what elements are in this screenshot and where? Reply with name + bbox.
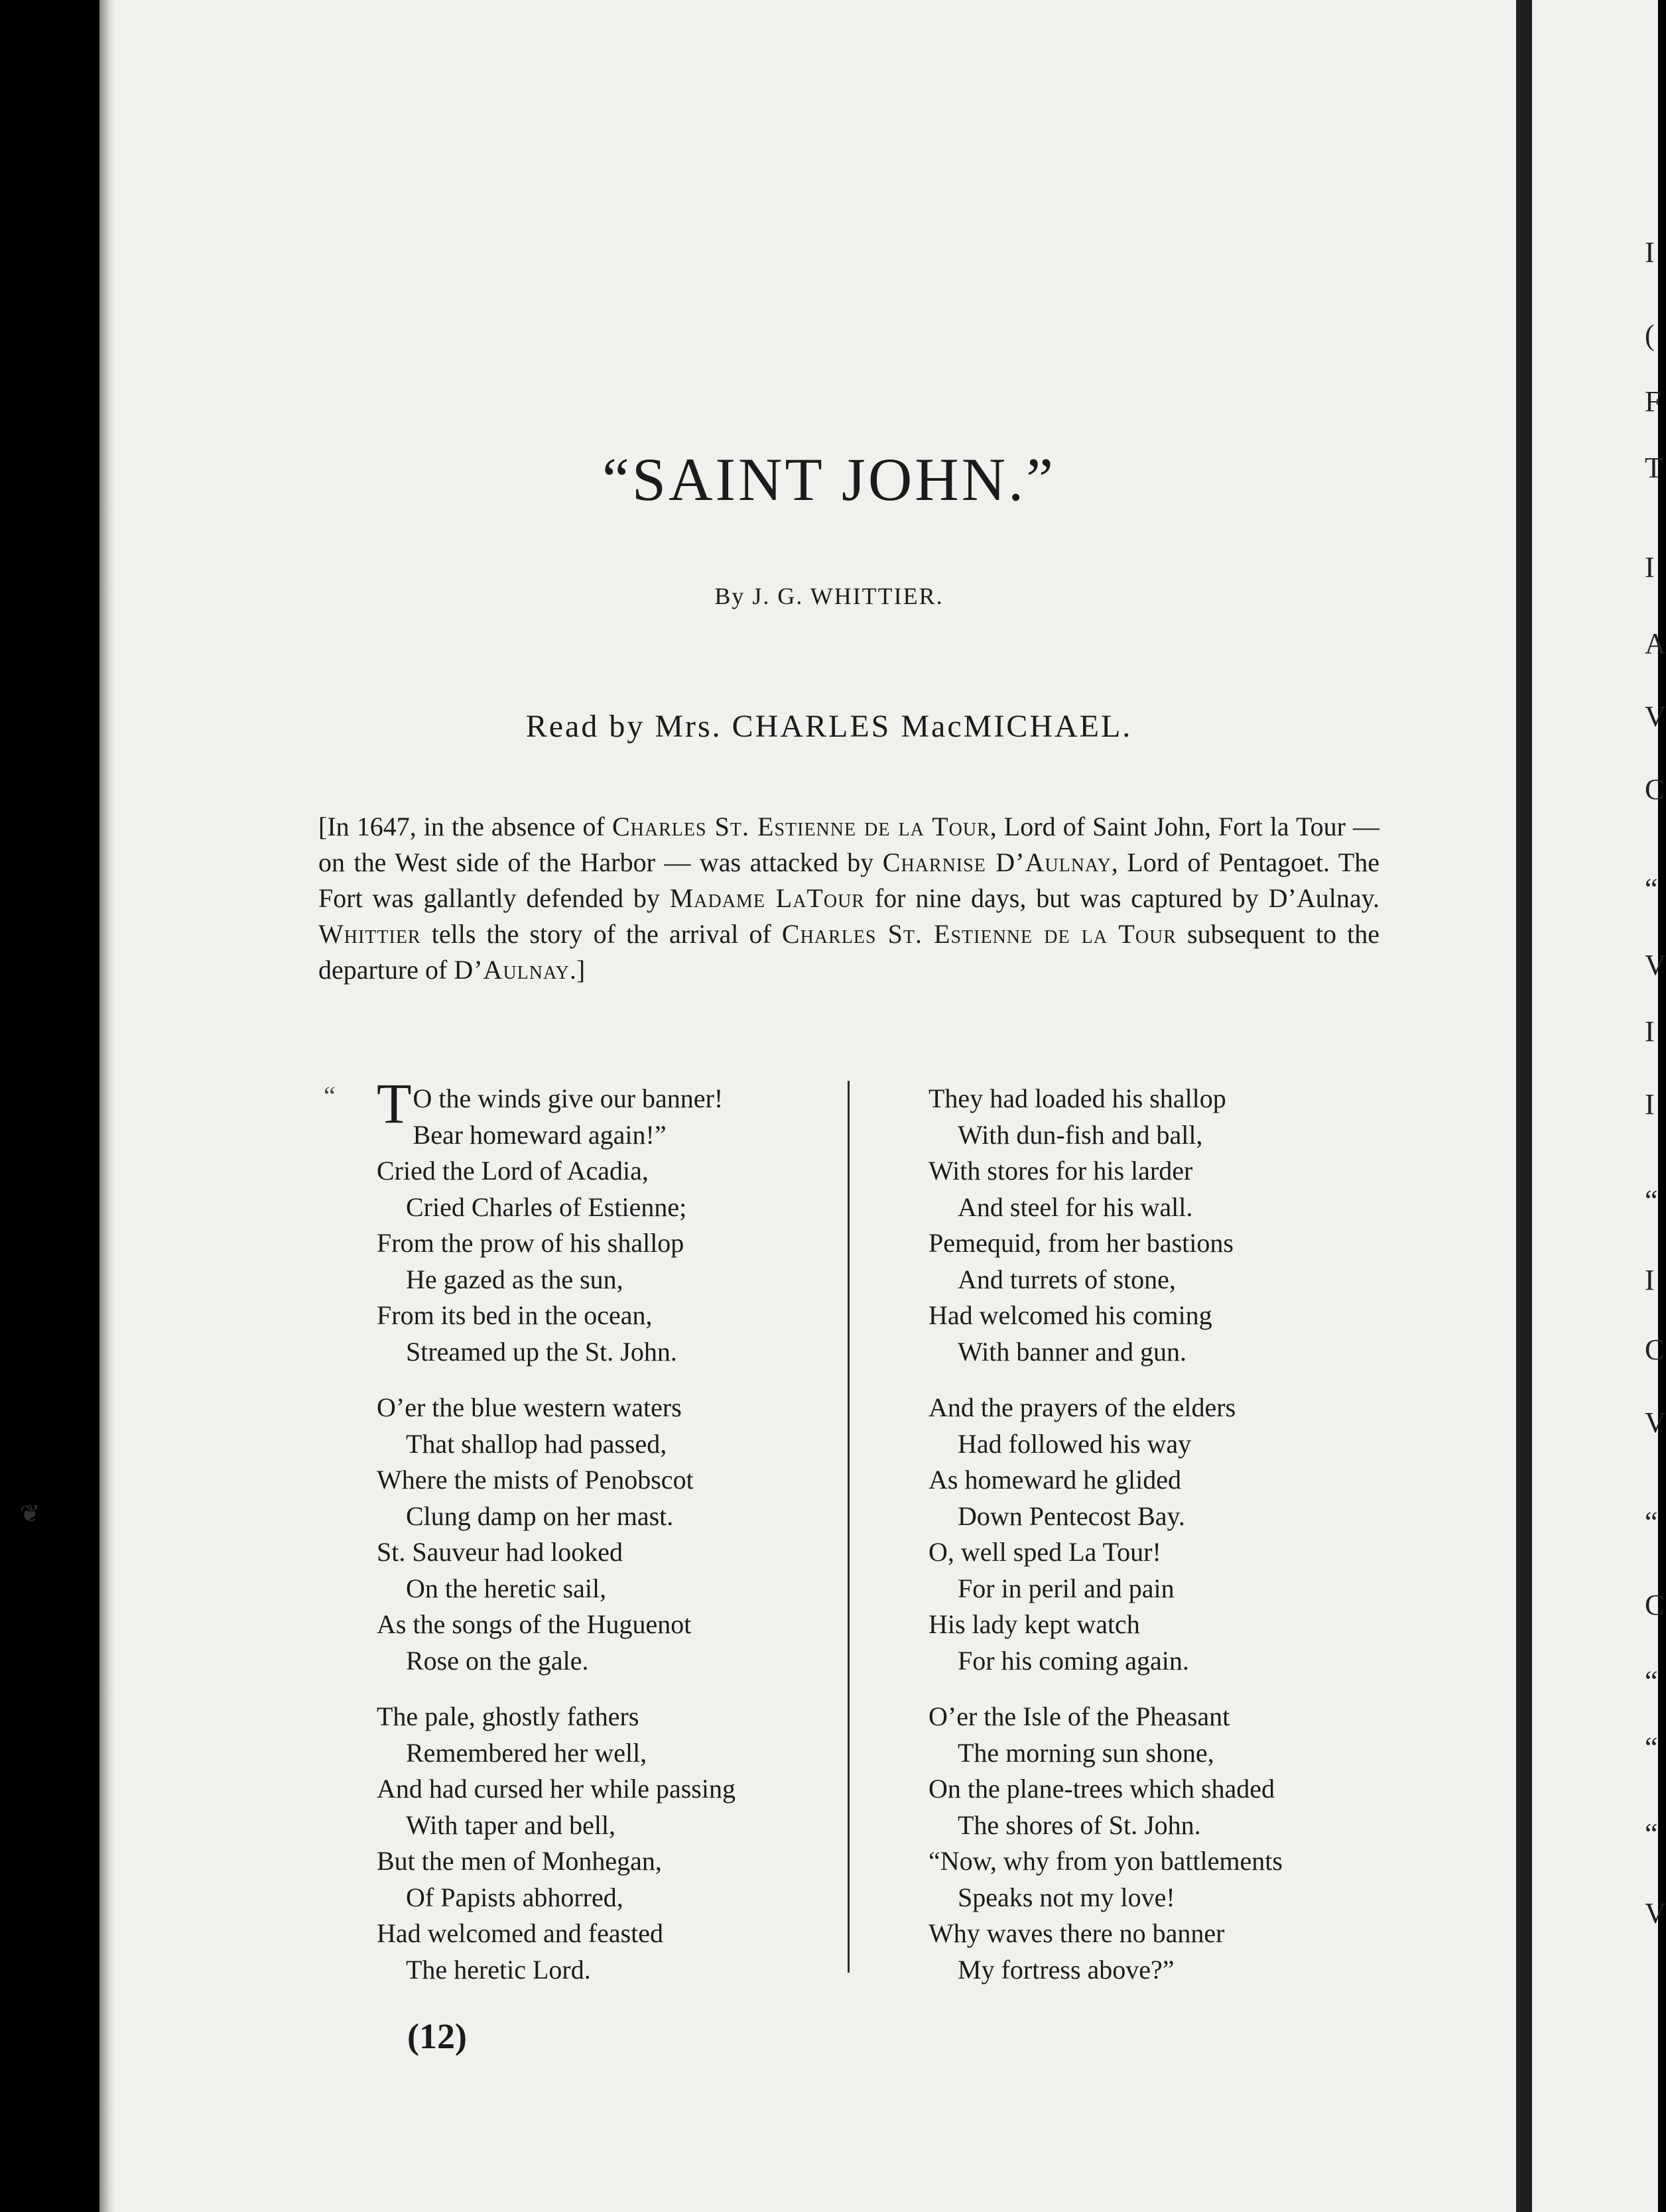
adjacent-page-glyph: A [1645,627,1666,660]
poem-line: From its bed in the ocean, [377,1300,653,1330]
poem-line: Streamed up the St. John. [406,1336,677,1367]
adjacent-page-glyph: “ [1645,1184,1658,1217]
intro-name: Whittier [318,919,421,949]
poem-line: O’er the blue western waters [377,1392,682,1422]
adjacent-page-glyph: “ [1645,1665,1658,1697]
adjacent-page-glyph: I [1645,1088,1655,1121]
poem-line: O’er the Isle of the Pheasant [929,1701,1230,1731]
intro-text: [In 1647, in the absence of [318,812,612,841]
poem-line: That shallop had passed, [406,1428,667,1459]
poem-line: As the songs of the Huguenot [377,1609,692,1639]
drop-cap: T [377,1072,412,1135]
poem-line: On the heretic sail, [406,1573,607,1603]
adjacent-page-glyph: I [1645,1015,1655,1048]
poem-line: As homeward he glided [929,1465,1182,1495]
ink-speck: ❦ [20,1501,40,1527]
poem-line: Speaks not my love! [958,1882,1175,1912]
stanza [377,1699,828,1988]
reader-credit: Read by Mrs. CHARLES MacMICHAEL. [525,709,1133,744]
adjacent-page-glyph: “ [1645,1731,1658,1764]
poem-line: Cried Charles of Estienne; [406,1192,687,1222]
poem-line: From the prow of his shallop [377,1228,684,1258]
stanza [929,1081,1433,1370]
intro-text: .] [569,955,586,985]
poem-line: The heretic Lord. [406,1954,591,1985]
poem-line: Where the mists of Penobscot [377,1465,694,1495]
poem-line: With banner and gun. [958,1336,1186,1367]
intro-text: tells the story of the arrival of [420,919,782,949]
adjacent-page-glyph: V [1645,700,1666,733]
adjacent-page-glyph: I [1645,236,1655,269]
poem-line: The morning sun shone, [958,1737,1214,1768]
adjacent-page-glyph: V [1645,949,1666,981]
poem-line: Cried the Lord of Acadia, [377,1156,649,1186]
poem-line: And turrets of stone, [958,1264,1176,1294]
poem-line: Pemequid, from her bastions [929,1228,1234,1258]
page-number: (12) [407,2016,467,2056]
intro-text: subsequent to the departure of [318,919,1379,985]
poem-line: Of Papists abhorred, [406,1882,623,1912]
intro-text: , Lord of Pentagoet. The Fort was gallantly defended by [318,847,1379,913]
poem-line: Bear homeward again!” [413,1119,667,1150]
poem-line: And had cursed her while passing [377,1774,736,1804]
poem-line: Remembered her well, [406,1737,647,1768]
page-left-edge [99,0,115,2212]
adjacent-page-glyph: C [1645,1333,1665,1366]
poem-line: Clung damp on her mast. [406,1501,674,1531]
adjacent-page-edge [1532,0,1666,2212]
poem-line: They had loaded his shallop [929,1083,1226,1113]
author-byline: By J. G. WHITTIER. [714,583,944,609]
poem-line: With stores for his larder [929,1156,1193,1186]
poem-line-text: O the winds give our banner! [413,1083,724,1113]
poem-line: And the prayers of the elders [929,1392,1236,1422]
opening-quote: “ [324,1081,336,1111]
historical-introduction [318,809,1379,988]
intro-text: for nine days, but was captured by D’Aulnay. [864,883,1379,913]
poem-line: His lady kept watch [929,1609,1140,1639]
poem-line: For in peril and pain [958,1573,1175,1603]
poem-line: He gazed as the sun, [406,1264,623,1294]
stanza [929,1390,1433,1679]
intro-name: Madame LaTour [669,883,865,913]
poem-line: With dun-fish and ball, [958,1119,1203,1150]
stanza [929,1699,1433,1988]
poem-line: O, well sped La Tour! [929,1537,1161,1567]
poem-line: Had followed his way [958,1428,1192,1459]
intro-name: D’Aulnay [454,955,570,985]
poem-line: Rose on the gale. [406,1645,589,1676]
poem-title: “SAINT JOHN.” [602,446,1056,513]
adjacent-page-glyph: C [1645,1589,1665,1621]
poem-line: St. Sauveur had looked [377,1537,623,1567]
poem-line: Had welcomed his coming [929,1300,1212,1330]
intro-name: Charles St. Estienne de la Tour [781,919,1177,949]
column-divider [848,1081,850,1973]
poem-line: My fortress above?” [958,1954,1175,1985]
poem-line: Down Pentecost Bay. [958,1501,1185,1531]
adjacent-page-glyph: “ [1645,1817,1658,1850]
intro-name: Charles St. Estienne de la Tour [611,812,990,841]
adjacent-page-glyph: V [1645,1406,1666,1439]
poem-line: But the men of Monhegan, [377,1846,662,1876]
intro-text: , Lord of Saint John, Fort la Tour — on the West side of the Harbor — was attacked by [318,812,1380,877]
adjacent-page-glyph: F [1645,385,1661,418]
poem-line: The shores of St. John. [958,1810,1201,1840]
poem-column-right [929,1081,1433,2008]
adjacent-page-glyph: T [1645,452,1663,484]
poem-line: And steel for his wall. [958,1192,1193,1222]
poem-column-left [324,1072,828,2008]
adjacent-page-glyph: V [1645,1897,1666,1930]
poem-line: With taper and bell, [406,1810,616,1840]
adjacent-page-glyph: C [1645,773,1665,806]
poem-line: Had welcomed and feasted [377,1918,664,1948]
stanza [377,1390,828,1679]
poem-line: Why waves there no banner [929,1918,1225,1948]
adjacent-page-glyph: “ [1645,1506,1658,1538]
stanza [324,1072,828,1370]
book-gutter [1516,0,1532,2212]
poem-line: For his coming again. [958,1645,1189,1676]
poem-line: “Now, why from yon battlements [929,1846,1283,1876]
adjacent-page-glyph: I [1645,551,1655,584]
adjacent-page-glyph: I [1645,1264,1655,1296]
adjacent-page-glyph: ( [1645,319,1655,351]
poem-line: On the plane-trees which shaded [929,1774,1275,1804]
poem-line: The pale, ghostly fathers [377,1701,639,1731]
adjacent-page-glyph: “ [1645,873,1658,905]
intro-name: Charnise D’Aulnay [882,847,1112,877]
